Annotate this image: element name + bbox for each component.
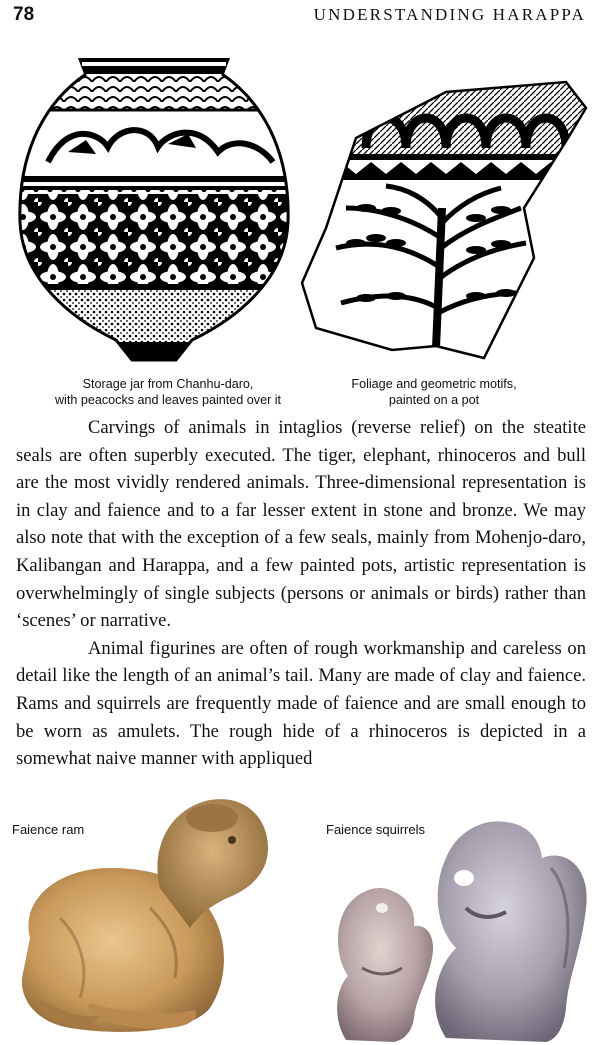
storage-jar-illustration xyxy=(8,52,298,372)
squirrels-label: Faience squirrels xyxy=(326,822,425,837)
paragraph-1: Carvings of animals in intaglios (reverse relief) on the steatite seals are often superbly executed. The tiger, elephant, rhinoceros and bull are the most vividly rendered animals. Three-dimensional representation is in clay and faience and to a far lesser extent in stone and bronze. We may also note that with the exception of a few seals, mainly from Mohenjo-daro, Kalibangan and Harappa, and a few painted pots, artistic representation is overwhelmingly of single subjects (persons or animals or birds) rather than ‘scenes’ or narrative. xyxy=(16,417,586,632)
running-head: UNDERSTANDING HARAPPA xyxy=(313,5,586,24)
shard-caption-line-1: Foliage and geometric motifs, xyxy=(351,377,517,391)
page-number: 78 xyxy=(13,4,35,25)
painted-shard-illustration xyxy=(296,78,596,378)
jar-caption xyxy=(44,376,292,408)
jar-caption-line-1: Storage jar from Chanhu-daro, xyxy=(82,377,254,391)
shard-caption xyxy=(334,376,534,408)
ram-label: Faience ram xyxy=(12,822,85,837)
jar-caption-line-2: with peacocks and leaves painted over it xyxy=(54,393,282,407)
faience-squirrels-photo xyxy=(306,808,598,1044)
shard-caption-line-2: painted on a pot xyxy=(388,393,480,407)
paragraph-2: Animal figurines are often of rough workmanship and careless on detail like the length of an animal’s tail. Many are made of clay and faience. Rams and squirrels are frequently made of faience and are small enough to be worn as amulets. The rough hide of a rhinoceros is depicted in a somewhat naive manner with appliqued xyxy=(16,637,586,770)
body-text xyxy=(16,414,586,773)
